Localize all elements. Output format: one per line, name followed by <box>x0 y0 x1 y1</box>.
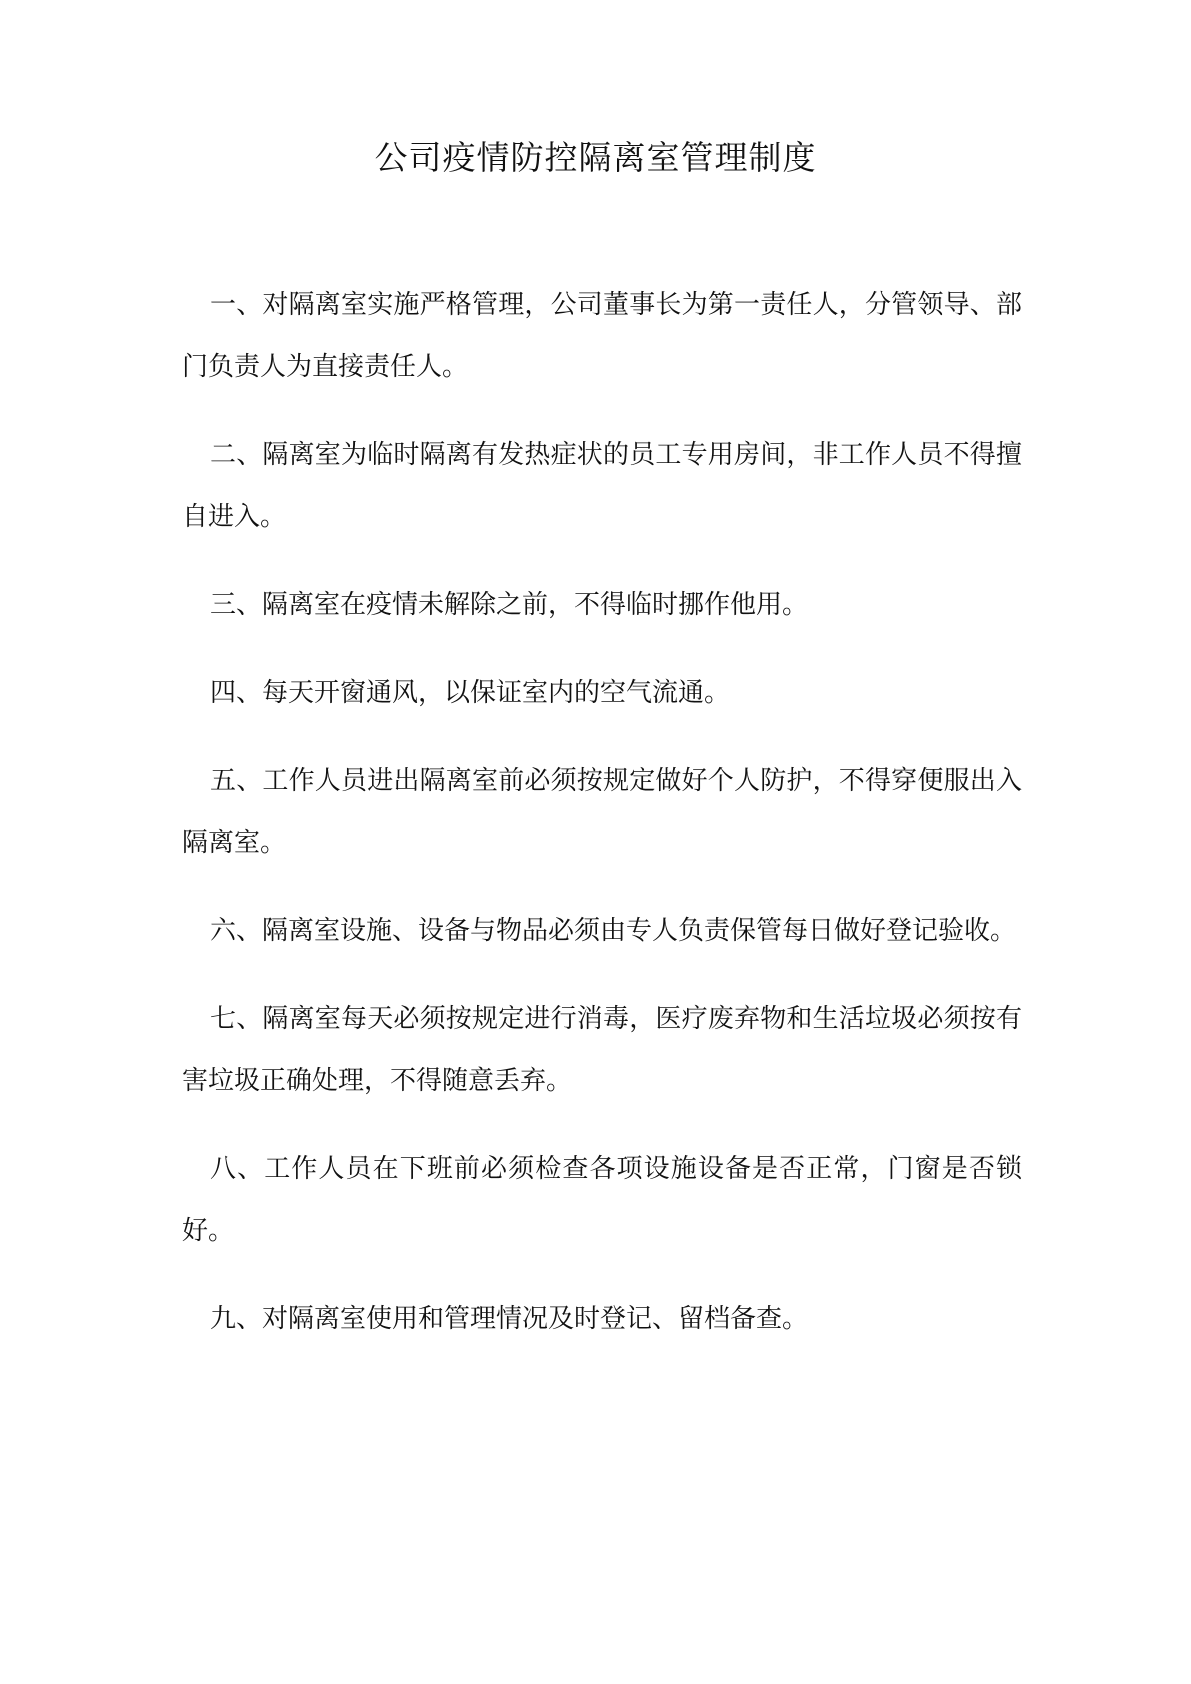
rule-paragraph-2: 二、隔离室为临时隔离有发热症状的员工专用房间，非工作人员不得擅自进入。 <box>182 440 1022 532</box>
document-title: 公司疫情防控隔离室管理制度 <box>374 138 817 177</box>
rule-paragraph-8: 八、工作人员在下班前必须检查各项设施设备是否正常，门窗是否锁好。 <box>182 1154 1022 1246</box>
rule-paragraph-7: 七、隔离室每天必须按规定进行消毒，医疗废弃物和生活垃圾必须按有害垃圾正确处理，不得随意丢弃。 <box>182 1004 1022 1096</box>
rule-paragraph-4: 四、每天开窗通风，以保证室内的空气流通。 <box>210 678 731 708</box>
document-body <box>182 274 1022 1376</box>
rule-paragraph-5: 五、工作人员进出隔离室前必须按规定做好个人防护，不得穿便服出入隔离室。 <box>182 766 1022 858</box>
rule-paragraph-9: 九、对隔离室使用和管理情况及时登记、留档备查。 <box>210 1304 809 1334</box>
rule-paragraph-1: 一、对隔离室实施严格管理，公司董事长为第一责任人，分管领导、部门负责人为直接责任人。 <box>182 290 1022 382</box>
rule-paragraph-6: 六、隔离室设施、设备与物品必须由专人负责保管每日做好登记验收。 <box>210 916 1017 946</box>
rule-paragraph-3: 三、隔离室在疫情未解除之前，不得临时挪作他用。 <box>210 590 809 620</box>
